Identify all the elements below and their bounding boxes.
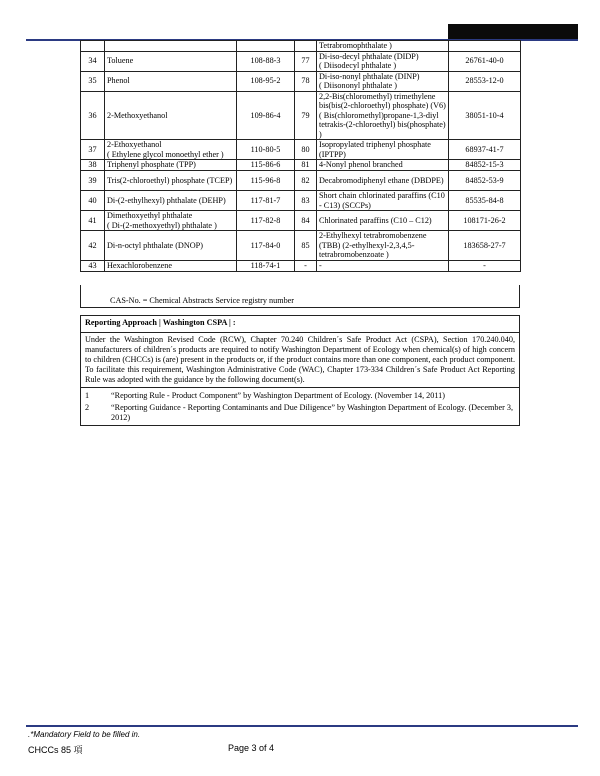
chemical-name: Di-n-octyl phthalate (DNOP) bbox=[105, 231, 237, 261]
row-number: 85 bbox=[295, 231, 317, 261]
row-number: 42 bbox=[81, 231, 105, 261]
row-number: 35 bbox=[81, 71, 105, 91]
table-row bbox=[81, 171, 521, 191]
cas-number: 108-88-3 bbox=[237, 51, 295, 71]
reference-number: 1 bbox=[85, 391, 90, 400]
cas-note: CAS-No. = Chemical Abstracts Service registry number bbox=[110, 296, 295, 305]
chemical-name: - bbox=[317, 260, 449, 271]
chemical-name: 2-Ethylhexyl tetrabromobenzene (TBB) (2-ethylhexyl-2,3,4,5-tetrabromobenzoate ) bbox=[317, 231, 449, 261]
row-number: 40 bbox=[81, 191, 105, 211]
row-number: 38 bbox=[81, 160, 105, 171]
cas-number: 115-86-6 bbox=[237, 160, 295, 171]
cas-number: 183658-27-7 bbox=[449, 231, 521, 261]
cas-number: 109-86-4 bbox=[237, 91, 295, 140]
chemical-name: 2-Methoxyethanol bbox=[105, 91, 237, 140]
reference-text: “Reporting Rule - Product Component” by Washington Department of Ecology. (November 14, 2011) bbox=[111, 391, 445, 400]
cas-number: 108171-26-2 bbox=[449, 211, 521, 231]
row-number: 37 bbox=[81, 140, 105, 160]
chemical-name: Di-(2-ethylhexyl) phthalate (DEHP) bbox=[105, 191, 237, 211]
chemical-name: Isopropylated triphenyl phosphate (IPTPP) bbox=[317, 140, 449, 160]
footer-page-number: Page 3 of 4 bbox=[228, 743, 275, 753]
chemical-table bbox=[80, 40, 521, 272]
row-number: 34 bbox=[81, 51, 105, 71]
reference-text: “Reporting Guidance - Reporting Contaminants and Due Diligence” by Washington Department of Ecology. (December 3, 2012) bbox=[111, 403, 514, 422]
cas-number: 110-80-5 bbox=[237, 140, 295, 160]
cas-number: 117-81-7 bbox=[237, 191, 295, 211]
cas-number: - bbox=[449, 260, 521, 271]
cas-number: 84852-15-3 bbox=[449, 160, 521, 171]
table-row bbox=[81, 191, 521, 211]
chemical-name: 2,2-Bis(chloromethyl) trimethylene bis(bis(2-chloroethyl) phosphate) (V6) ( Bis(chloromethyl)propane-1,3-diyl tetrakis-(2-chloroethyl) bis(phosphate) ) bbox=[317, 91, 449, 140]
chemical-name: Chlorinated paraffins (C10 – C12) bbox=[317, 211, 449, 231]
cas-number: 85535-84-8 bbox=[449, 191, 521, 211]
row-number: 84 bbox=[295, 211, 317, 231]
table-row bbox=[81, 231, 521, 261]
row-number: 78 bbox=[295, 71, 317, 91]
chemical-name: 4-Nonyl phenol branched bbox=[317, 160, 449, 171]
cas-number bbox=[237, 41, 295, 52]
reporting-approach-box bbox=[80, 315, 520, 426]
table-row bbox=[81, 211, 521, 231]
row-number: 36 bbox=[81, 91, 105, 140]
row-number: 83 bbox=[295, 191, 317, 211]
footer-divider bbox=[26, 725, 578, 727]
row-number: - bbox=[295, 260, 317, 271]
cas-number: 84852-53-9 bbox=[449, 171, 521, 191]
row-number: 41 bbox=[81, 211, 105, 231]
table-row bbox=[81, 160, 521, 171]
table-row bbox=[81, 91, 521, 140]
chemical-name: Toluene bbox=[105, 51, 237, 71]
row-number: 81 bbox=[295, 160, 317, 171]
table-row bbox=[81, 51, 521, 71]
chemical-name: Tetrabromophthalate ) bbox=[317, 41, 449, 52]
row-number: 79 bbox=[295, 91, 317, 140]
reporting-body: Under the Washington Revised Code (RCW), Chapter 70.240 Children´s Safe Product Act (CSPA), Section 170.240.040, manufacturers of children´s products are required to notify Washington Department of Ecology when chemical(s) of high concern to children (CHCCs) is (are) present in the products or, if the product contains more than one component, each product component. To facilitate this requirement, Washington Administrative Code (WAC), Chapter 173-334 Children´s Safe Product Act Reporting Rule was adopted with the guidance by the following document(s). bbox=[81, 333, 519, 388]
chemical-name: Hexachlorobenzene bbox=[105, 260, 237, 271]
footer-mandatory-note: .*Mandatory Field to be filled in. bbox=[28, 730, 141, 739]
chemical-name: Di-iso-nonyl phthalate (DINP) ( Diisononyl phthalate ) bbox=[317, 71, 449, 91]
reporting-title: Reporting Approach | Washington CSPA | : bbox=[81, 316, 519, 333]
chemical-name: Short chain chlorinated paraffins (C10 - C13) (SCCPs) bbox=[317, 191, 449, 211]
cas-number: 118-74-1 bbox=[237, 260, 295, 271]
cas-number: 108-95-2 bbox=[237, 71, 295, 91]
reference-item bbox=[85, 403, 515, 423]
header-redaction-box bbox=[448, 24, 578, 39]
footer-doc-code: CHCCs 85 項 bbox=[28, 745, 83, 755]
row-number: 39 bbox=[81, 171, 105, 191]
row-number bbox=[295, 41, 317, 52]
row-number: 80 bbox=[295, 140, 317, 160]
table-row bbox=[81, 71, 521, 91]
cas-number: 26761-40-0 bbox=[449, 51, 521, 71]
row-number bbox=[81, 41, 105, 52]
chemical-name: Tris(2-chloroethyl) phosphate (TCEP) bbox=[105, 171, 237, 191]
cas-number: 28553-12-0 bbox=[449, 71, 521, 91]
table-row bbox=[81, 140, 521, 160]
chemical-name: Phenol bbox=[105, 71, 237, 91]
chemical-name: Di-iso-decyl phthalate (DIDP) ( Diisodecyl phthalate ) bbox=[317, 51, 449, 71]
cas-number: 117-84-0 bbox=[237, 231, 295, 261]
row-number: 82 bbox=[295, 171, 317, 191]
row-number: 43 bbox=[81, 260, 105, 271]
cas-number: 68937-41-7 bbox=[449, 140, 521, 160]
chemical-name: Dimethoxyethyl phthalate ( Di-(2-methoxyethyl) phthalate ) bbox=[105, 211, 237, 231]
reference-item bbox=[85, 391, 515, 401]
table-row bbox=[81, 260, 521, 271]
cas-number: 117-82-8 bbox=[237, 211, 295, 231]
reference-number: 2 bbox=[85, 403, 90, 412]
reference-list bbox=[81, 388, 519, 428]
chemical-name: Decabromodiphenyl ethane (DBDPE) bbox=[317, 171, 449, 191]
cas-number: 115-96-8 bbox=[237, 171, 295, 191]
row-number: 77 bbox=[295, 51, 317, 71]
chemical-name: 2-Ethoxyethanol ( Ethylene glycol monoethyl ether ) bbox=[105, 140, 237, 160]
cas-number bbox=[449, 41, 521, 52]
table-row bbox=[81, 41, 521, 52]
cas-number: 38051-10-4 bbox=[449, 91, 521, 140]
chemical-name bbox=[105, 41, 237, 52]
chemical-name: Triphenyl phosphate (TPP) bbox=[105, 160, 237, 171]
